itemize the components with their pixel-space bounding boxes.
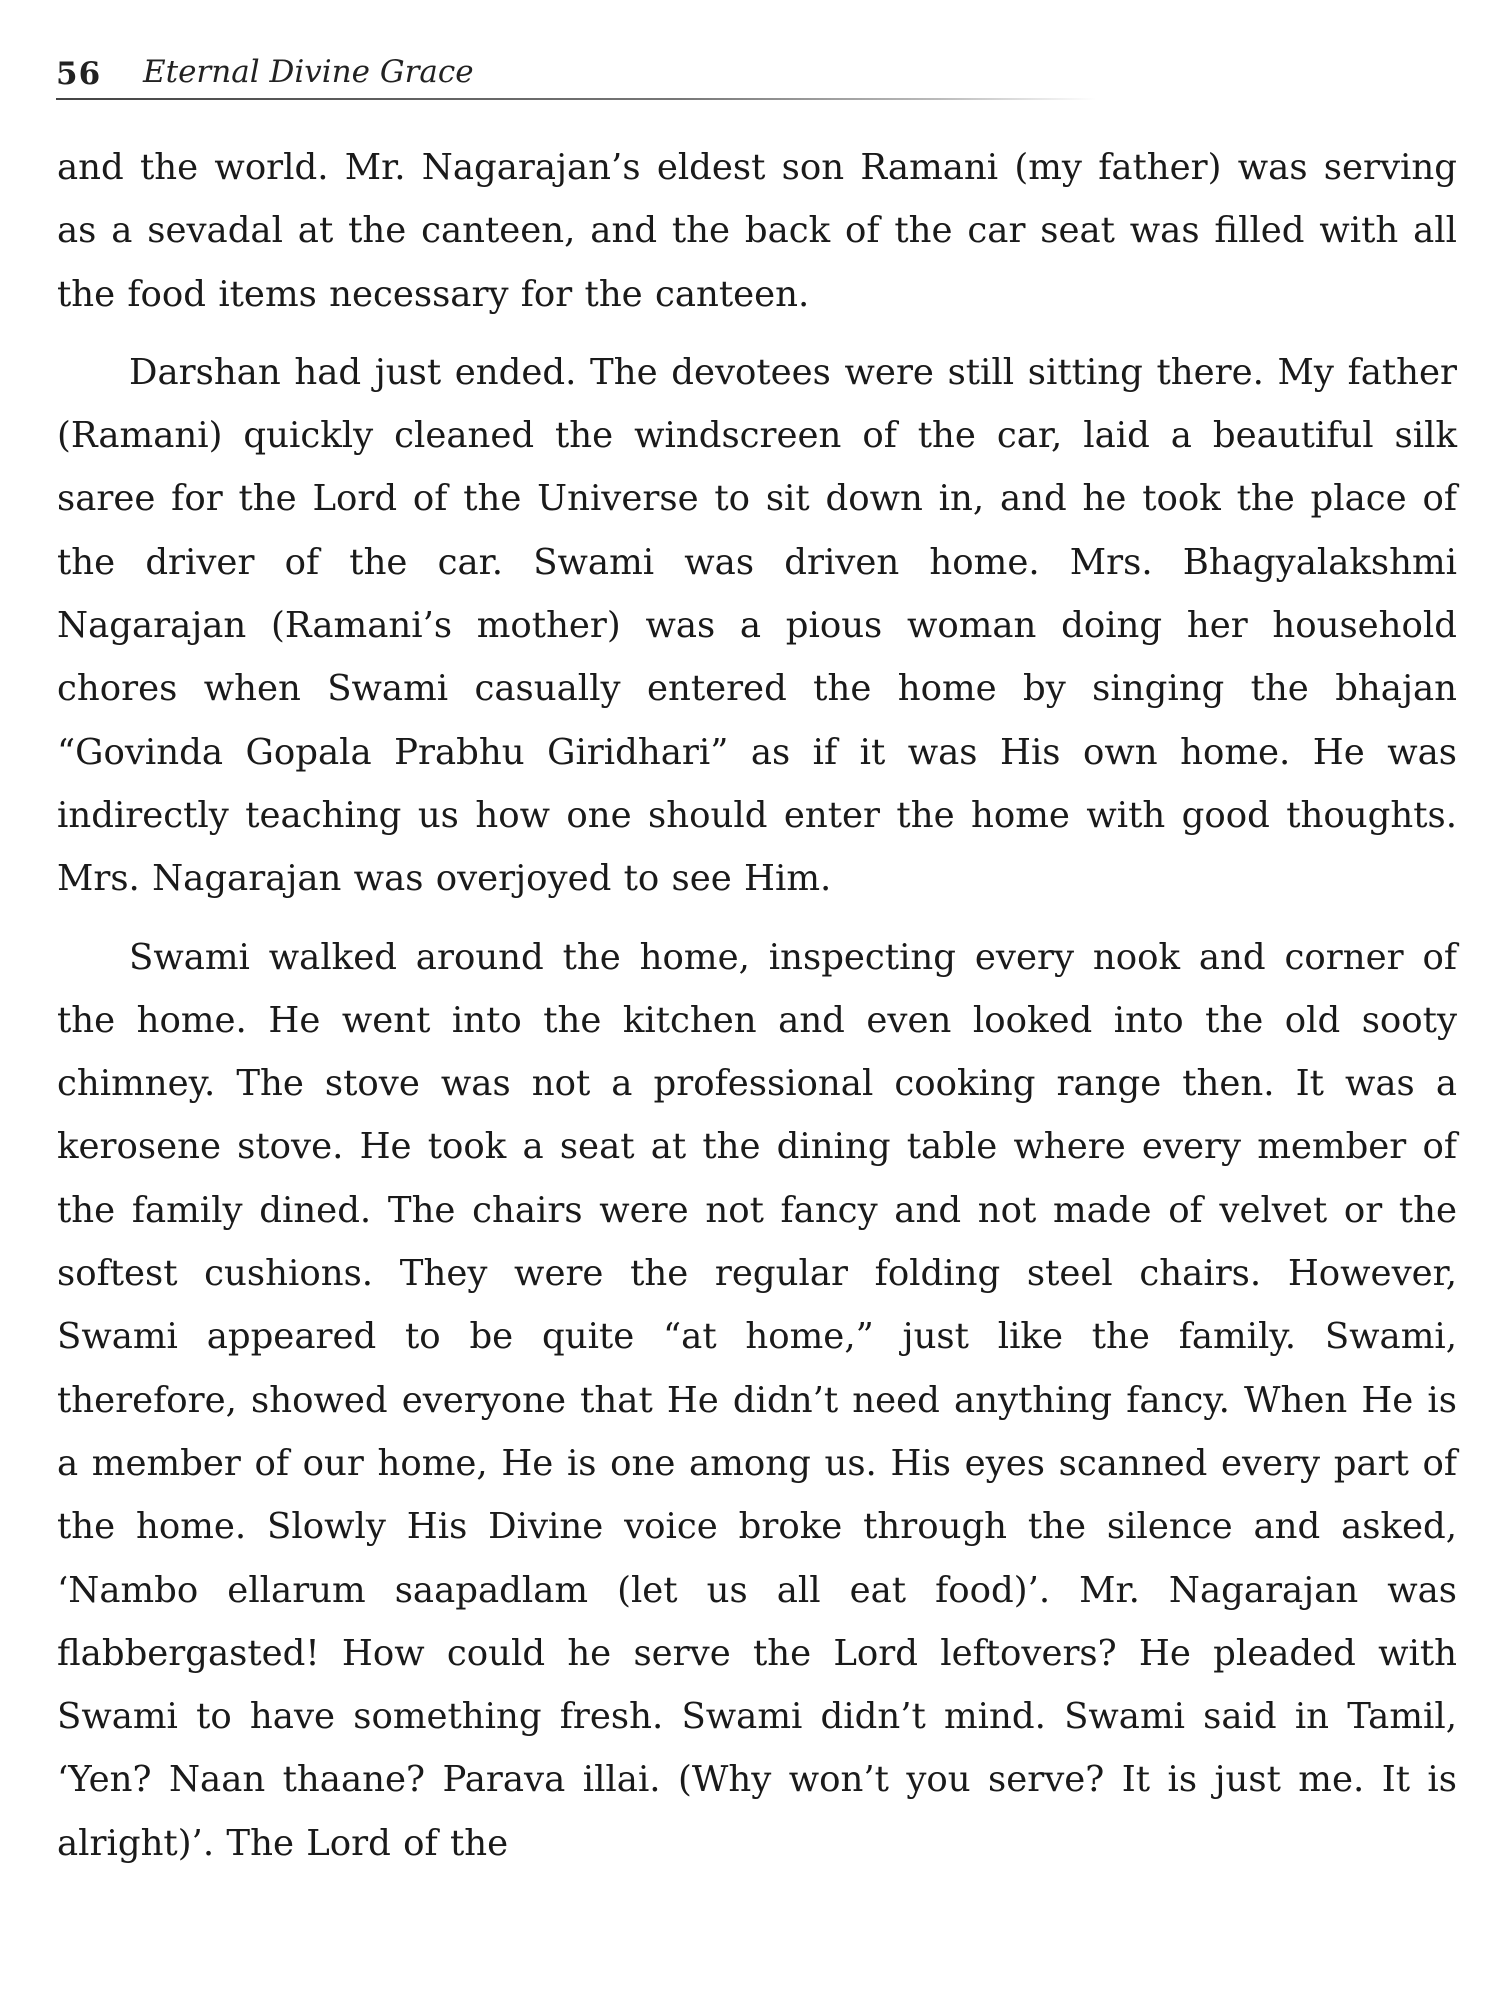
book-title: Eternal Divine Grace bbox=[143, 54, 474, 90]
paragraph-darshan: Darshan had just ended. The devotees were still sitting there. My father (Ramani) quickly cleaned the windscreen of the car, laid a beautiful silk saree for the Lord of the Universe to sit down in, and he took the place of the driver of the car. Swami was driven home. Mrs. Bhagyalakshmi Nagarajan (Ramani’s mother) was a pious woman doing her household chores when Swami casually entered the home by singing the bhajan “Govinda Gopala Prabhu Giridhari” as if it was His own home. He was indirectly teaching us how one should enter the home with good thoughts. Mrs. Nagarajan was overjoyed to see Him. bbox=[57, 351, 1457, 900]
paragraph-swami-walked: Swami walked around the home, inspecting every nook and corner of the home. He went into the kitchen and even looked into the old sooty chimney. The stove was not a professional cooking range then. It was a kerosene stove. He took a seat at the dining table where every member of the family dined. The chairs were not fancy and not made of velvet or the softest cushions. They were the regular folding steel chairs. However, Swami appeared to be quite “at home,” just like the family. Swami, therefore, showed everyone that He didn’t need anything fancy. When He is a member of our home, He is one among us. His eyes scanned every part of the home. Slowly His Divine voice broke through the silence and asked, ‘Nambo ellarum saapadlam (let us all eat food)’. Mr. Nagarajan was flabbergasted! How could he serve the Lord leftovers? He pleaded with Swami to have something fresh. Swami didn’t mind. Swami said in Tamil, ‘Yen? Naan thaane? Parava illai. (Why won’t you serve? It is just me. It is alright)’. The Lord of the bbox=[57, 936, 1457, 1864]
running-header bbox=[56, 52, 1096, 108]
header-rule bbox=[56, 98, 1096, 100]
page-number: 56 bbox=[56, 56, 102, 92]
body-text bbox=[57, 136, 1457, 1875]
paragraph-continuation: and the world. Mr. Nagarajan’s eldest son Ramani (my father) was serving as a sevadal at the canteen, and the back of the car seat was filled with all the food items necessary for the canteen. bbox=[57, 147, 1457, 315]
